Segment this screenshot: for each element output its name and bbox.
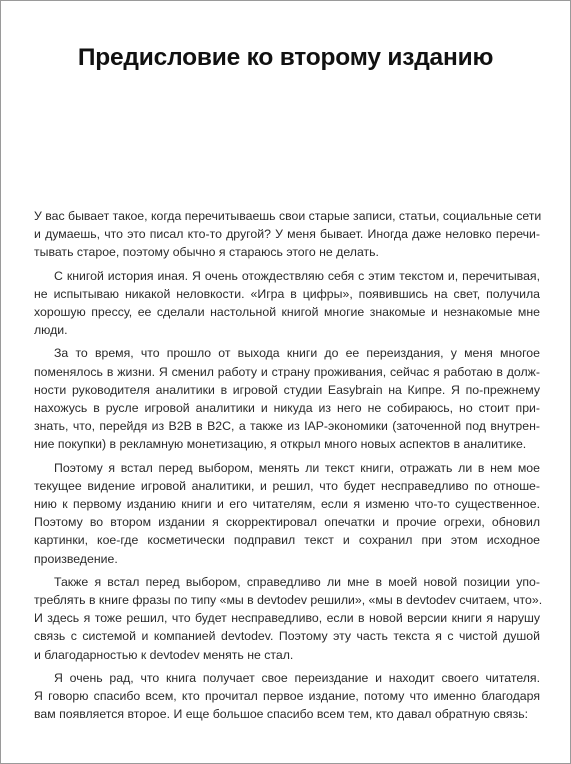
paragraph xyxy=(34,573,543,664)
paragraph-line: и благодарностью к devtodev менять не стал. xyxy=(34,647,294,662)
paragraph xyxy=(34,267,540,340)
paragraph-line: люди. xyxy=(34,323,68,338)
paragraph-line: поменялось в жизни. Я сменил работу и страну проживания, сейчас я работаю в долж- xyxy=(34,364,540,379)
paragraph-line: Я очень рад, что книга получает свое переиздание и находит своего читателя. xyxy=(54,670,540,685)
paragraph-line: и думаешь, что это писал кто-то другой? У меня бывает. Иногда даже неловко перечи- xyxy=(34,227,540,242)
paragraph-line: хорошую прессу, ее сделали настольной книгой многие знакомые и незнакомые мне xyxy=(34,305,540,320)
paragraph-line: Также я встал перед выбором, справедливо ли мне в моей новой позиции упо- xyxy=(54,574,540,589)
paragraph-line: связь с системой и компанией devtodev. Поэтому эту часть текста я с чистой душой xyxy=(34,629,540,644)
paragraph-line: не испытываю никакой неловкости. «Игра в цифры», появившись на свет, получила xyxy=(34,286,540,301)
paragraph-line: Я говорю спасибо всем, кто прочитал первое издание, потому что именно благодаря xyxy=(34,689,540,704)
paragraph-line: вам появляется второе. И еще большое спасибо всем тем, кто давал обратную связь: xyxy=(34,707,529,722)
paragraph-line: Поэтому во втором издании я скорректировал опечатки и прочие огрехи, обновил xyxy=(34,515,540,530)
paragraph xyxy=(34,459,540,568)
paragraph-line: ности руководителя аналитики в игровой студии Easybrain на Кипре. Я по-прежнему xyxy=(34,382,540,397)
paragraph-line: нию к первому изданию книги и его читателям, если я изменю что-то существенное. xyxy=(34,497,540,512)
paragraph-line: С книгой история иная. Я очень отождествляю себя с этим текстом и, перечитывая, xyxy=(54,268,540,283)
paragraph-line: треблять в книге фразы по типу «мы в devtodev решили», «мы в devtodev считаем, что». xyxy=(34,593,543,608)
paragraph-line: У вас бывает такое, когда перечитываешь свои старые записи, статьи, социальные сети xyxy=(34,209,542,223)
paragraph xyxy=(34,669,540,724)
body-text xyxy=(34,207,543,728)
page-title: Предисловие ко второму изданию xyxy=(77,44,494,71)
paragraph xyxy=(34,344,540,453)
paragraph-line: знать, что, перейдя из B2B в B2C, а также из IAP-экономики (заточенной под внутрен- xyxy=(34,419,540,434)
paragraph-line: За то время, что прошло от выхода книги до ее переиздания, у меня многое xyxy=(54,346,540,361)
paragraph-line: картинки, кое-где косметически подправил текст и сохранил при этом исходное xyxy=(34,533,540,548)
paragraph-line: произведение. xyxy=(34,551,118,566)
paragraph-line: ние покупки) в рекламную монетизацию, я открыл много новых аспектов в аналитике. xyxy=(34,437,527,452)
paragraph-line: текущее видение игровой аналитики, и решил, что будет несправедливо по отноше- xyxy=(34,478,540,493)
paragraph-line: Поэтому я встал перед выбором, менять ли текст книги, отражать ли в нем мое xyxy=(54,460,540,475)
paragraph-line: И здесь я тоже решил, что будет несправедливо, если в новой версии книги я нарушу xyxy=(34,611,540,626)
paragraph xyxy=(34,207,540,262)
paragraph-line: тывать старое, поэтому обычно я стараюсь этого не делать. xyxy=(34,245,379,260)
paragraph-line: нахожусь в русле игровой аналитики и никуда из него не собираюсь, но стоит при- xyxy=(34,401,540,416)
